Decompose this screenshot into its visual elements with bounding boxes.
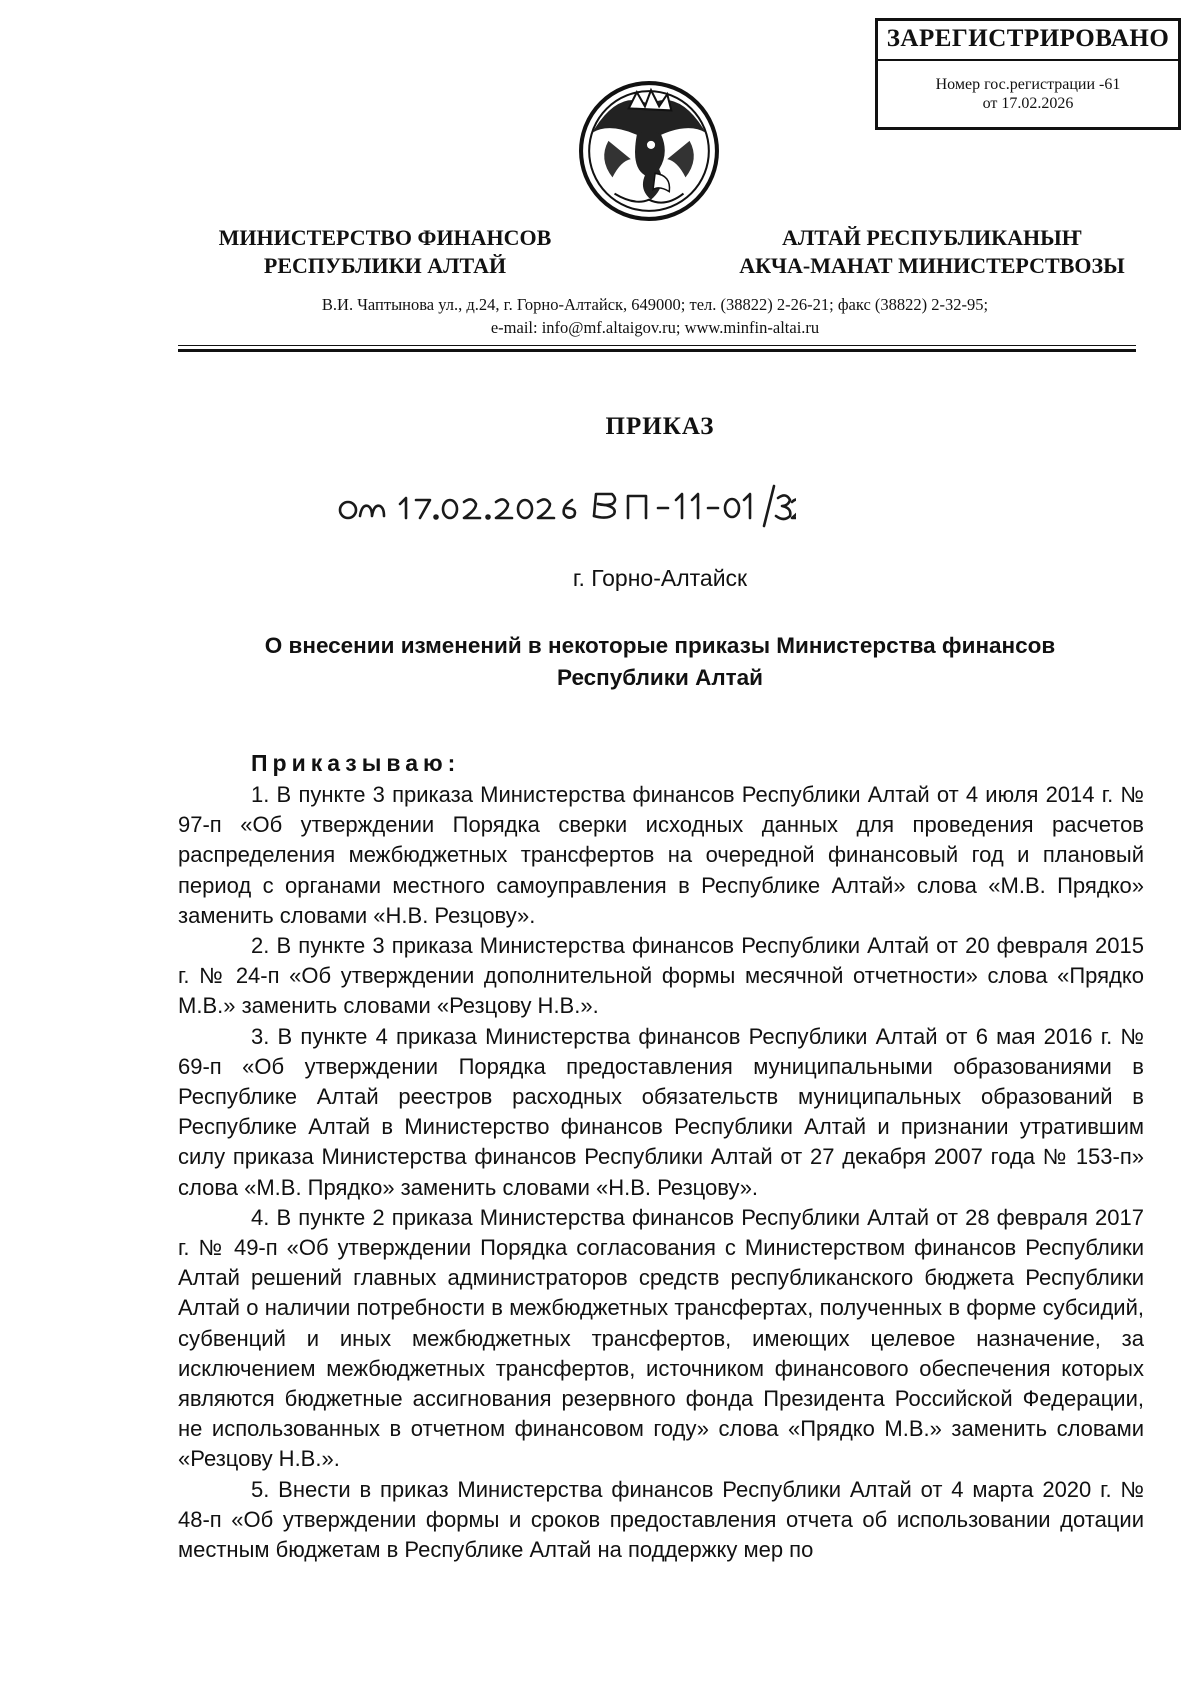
order-paragraph-2: 2. В пункте 3 приказа Министерства финансов Республики Алтай от 20 февраля 2015 г. № 24-п «Об утверждении дополнительной формы месячной отчетности» слова «Прядко М.В.» заменить словами «Резцову Н.В.». (178, 933, 1144, 1019)
address-line2: e-mail: info@mf.altaigov.ru; www.minfin-altai.ru (490, 318, 820, 337)
altai-republic-emblem-icon (578, 80, 720, 222)
order-paragraph-1: 1. В пункте 3 приказа Министерства финансов Республики Алтай от 4 июля 2014 г. № 97-п «Об утверждении Порядка сверки исходных данных для проведения расчетов распределения межбюджетных трансфертов на очередной финансовый год и плановый период с органами местного самоуправления в Республике Алтай» слова «М.В. Прядко» заменить словами «Н.В. Резцову». (178, 782, 1144, 928)
order-paragraph-4: 4. В пункте 2 приказа Министерства финансов Республики Алтай от 28 февраля 2017 г. № 49-п «Об утверждении Порядка согласования с Министерством финансов Республики Алтай решений главных администраторов средств республиканского бюджета Республики Алтай о наличии потребности в межбюджетных трансфертах, полученных в форме субсидий, субвенций и иных межбюджетных трансфертов, имеющих целевое назначение, за исключением межбюджетных трансфертов, источником финансового обеспечения которых являются бюджетные ассигнования резервного фонда Президента Российской Федерации, не использованных в отчетном финансовом году» слова «Прядко М.В.» заменить словами «Резцову Н.В.». (178, 1204, 1144, 1472)
order-title: ПРИКАЗ (605, 413, 715, 440)
ministry-name-altai-line1: АЛТАЙ РЕСПУБЛИКАНЫҤ (782, 225, 1082, 250)
order-subject-line2: Республики Алтай (557, 665, 763, 690)
order-body (178, 780, 1144, 1565)
registration-number: Номер гос.регистрации -61 (935, 76, 1121, 93)
order-paragraph-3: 3. В пункте 4 приказа Министерства финансов Республики Алтай от 6 мая 2016 г. № 69-п «Об утверждении Порядка предоставления муниципальными образованиями в Республике Алтай реестров расходных обязательств муниципальных образований в Республике Алтай в Министерство финансов Республики Алтай и признании утратившим силу приказа Министерства финансов Республики Алтай от 27 декабря 2007 года № 153-п» слова «М.В. Прядко» заменить словами «Н.В. Резцову». (178, 1023, 1144, 1200)
letterhead-divider-thick (178, 349, 1136, 352)
handwritten-order-number (336, 472, 796, 532)
ministry-name-altai (712, 224, 1152, 280)
decree-heading: Приказываю: (251, 750, 461, 776)
ministry-name-russian-line2: РЕСПУБЛИКИ АЛТАЙ (263, 253, 507, 278)
registration-stamp-title: ЗАРЕГИСТРИРОВАНО (878, 25, 1178, 61)
registration-stamp (875, 18, 1181, 130)
ministry-name-russian-line1: МИНИСТЕРСТВО ФИНАНСОВ (218, 225, 552, 250)
order-paragraph-5: 5. Внести в приказ Министерства финансов Республики Алтай от 4 марта 2020 г. № 48-п «Об утверждении формы и сроков предоставления отчета об использовании дотации местным бюджетам в Республике Алтай на поддержку мер по (178, 1476, 1144, 1563)
ministry-name-russian (205, 224, 565, 280)
order-subject-line1: О внесении изменений в некоторые приказы Министерства финансов (264, 633, 1056, 658)
order-city: г. Горно-Алтайск (572, 565, 748, 591)
letterhead-divider-thin (178, 345, 1136, 346)
registration-date: от 17.02.2026 (982, 95, 1074, 112)
ministry-address (175, 293, 1135, 339)
order-subject (180, 630, 1140, 694)
ministry-name-altai-line2: АКЧА-МАНАТ МИНИСТЕРСТВОЗЫ (739, 253, 1125, 278)
address-line1: В.И. Чаптынова ул., д.24, г. Горно-Алтайск, 649000; тел. (38822) 2-26-21; факс (38822) 2-32-95; (321, 295, 989, 314)
